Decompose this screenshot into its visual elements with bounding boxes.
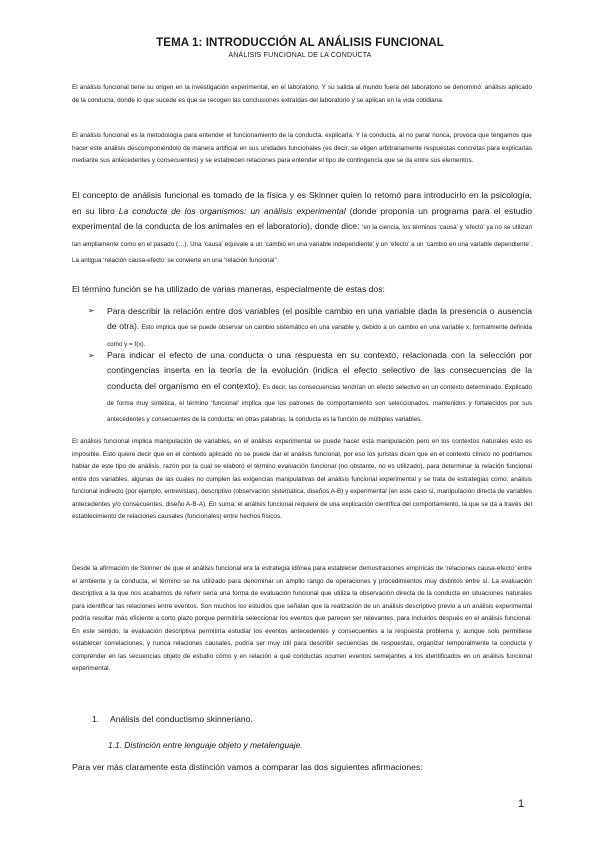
paragraph-skinner	[72, 188, 532, 269]
paragraph-skinner-text-a: El concepto de análisis funcional es tomado de la física y es Skinner quien lo retomó para introducirlo en la psicología, en su libro	[72, 190, 532, 216]
paragraph-descriptive-evaluation: Desde la afirmación de Skinner de que el análisis funcional era la estrategia idónea para establecer demostraciones empíricas de ‘relaciones causa-efecto’ entre el ambiente y la conducta, el término se ha utilizado para denominar un amplio rango de operaciones y procedimientos muy distintos entre sí. La evaluación descriptiva a la que nos acabamos de referir sería una forma de evaluación funcional que utiliza la observación directa de la conducta en situaciones naturales para identificar las relaciones entre eventos. Son muchos los estudios que señalan que la realización de un análisis descriptivo previo a un análisis experimental podría resultar más eficiente a corto plazo porque permitiría seleccionar los eventos que parecen ser relevantes, para incluirlos después en el análisis funcional. En este sentido, la evaluación descriptiva permitiría estudiar los eventos antecedentes y consecuentes a la respuesta problema y, aunque solo permitiese establecer correlaciones, y nunca relaciones causales, podría ser muy útil para describir secuencias de respuestas, organizar temporalmente la conducta y comprender en las secuencias objeto de estudio cómo y en relación a qué conductas ocurren eventos semejantes a los identificados en un análisis funcional experimental.	[72, 565, 532, 672]
bullet-item-2-main: Para indicar el efecto de una conducta o una respuesta en su contexto, relacionada con la selección por contingencias inserta en la teoría de la evolución (indica el efecto selectivo de las consecuencias de la conducta del organismo en el contexto).	[107, 350, 532, 391]
paragraph-manipulation	[72, 436, 532, 524]
bullet-item-2-detail: Es decir, las consecuencias tendrían un efecto selectivo en un contexto determinado. Explicado de forma muy sintética, el término ‘funcional’ implica que los patrones de comportamiento son seleccionados, mantenidos y fortalecidos por sus antecedentes y consecuentes de la conducta; en otras palabras, la conducta es la función de múltiples variables.	[107, 383, 532, 424]
section-heading	[92, 714, 253, 724]
paragraph-function-term: El término función se ha utilizado de varias maneras, especialmente de estas dos:	[72, 284, 385, 294]
bullet-item-1	[107, 304, 532, 352]
paragraph-skinner-text-b: (donde proponía un programa para el estudio experimental de la conducta de los animales en el laboratorio), donde dice:	[72, 205, 532, 231]
paragraph-comparison: Para ver más claramente esta distinción vamos a comparar las dos siguientes afirmaciones:	[72, 762, 423, 772]
subsection-heading: 1.1. Distinción entre lenguaje objeto y metalenguaje.	[108, 740, 303, 750]
bullet-item-2	[107, 348, 532, 427]
book-title: La conducta de los organismos: un análisis experimental	[118, 205, 346, 216]
section-number: 1.	[92, 714, 100, 724]
section-title: Análisis del conductismo skinneriano.	[110, 714, 253, 724]
document-title: TEMA 1: INTRODUCCIÓN AL ANÁLISIS FUNCIONAL	[156, 37, 444, 49]
paragraph-manipulation-text-b: (no obstante, no es utilizado), para determinar la relación funcional entre dos variables, algunas de las cuales no cumplen las exigencias manipulativas del análisis funcional experimental y se trata de estrategias como: análisis funcional indirecto (por ejemplo, entrevistas), descriptivo (observación sistemática, diseños A-B) y experimental (en este caso sí, manipulación directa de variables antecedentes y/o consecuentes, diseño A-B-A). En suma, el análisis funcional requiere de una explicación científica del comportamiento, la que se da a través del establecimiento de relaciones causales (funcionales) entre hechos físicos.	[72, 463, 532, 520]
document-subtitle: ANÁLISIS FUNCIONAL DE LA CONDUCTA	[228, 52, 372, 59]
paragraph-origin: El análisis funcional tiene su origen en la investigación experimental, en el laboratorio. Y su salida al mundo fuera del laboratorio se denominó: análisis aplicado de la conducta, donde lo que sucede es que se recogen las conclusiones extraídas del laboratorio y se aplican en la vida cotidiana.	[72, 84, 532, 104]
functional-evaluation-term: evaluación funcional	[277, 463, 337, 470]
skinner-quote: ‘en la ciencia, los términos ‘causa’ y ‘efecto’ ya no se utilizan tan ampliamente como en el pasado (…). Una ‘causa’ equivale a un ‘cambio en una variable independiente’ y un ‘efecto’ a un ‘cambio en una variable dependiente’. La antigua ‘relación causa-efecto’ se convierte en una ‘relación funcional’’.	[72, 224, 532, 264]
bullet-arrow-icon: ➢	[88, 306, 95, 315]
bullet-item-1-detail: Esto implica que se puede observar un cambio sistemático en una variable y, debido a un cambio en una variable x, formalmente definida como y = f(x).	[107, 324, 532, 348]
page-number: 1	[518, 798, 525, 810]
bullet-item-1-main: Para describir la relación entre dos variables (el posible cambio en una variable dada la presencia o ausencia de otra).	[107, 306, 532, 332]
paragraph-methodology: El análisis funcional es la metodología para entender el funcionamiento de la conducta, explicarla. Y la conducta, al no parar nunca, provoca que tengamos que hacer este análisis descomponiéndolo de manera artificial en sus unidades funcionales (es decir, se eligen arbitrariamente respuestas concretas para explicarlas mediante sus antecedentes y consecuentes) y se establecen relaciones para entender el tipo de contingencia que se da entre sus elementos.	[72, 132, 532, 164]
bullet-arrow-icon: ➢	[88, 351, 95, 360]
paragraph-manipulation-text-a: El análisis funcional implica manipulación de variables, en el análisis experimental se puede hacer esta manipulación pero en los contextos naturales esto es imposible. Esto quiere decir que en el contexto aplicado no se puede dar el análisis funcional, por eso los juristas dicen que en el contexto clínico no podríamos hablar de este tipo de análisis, razón por la cual se elaboró el término	[72, 438, 532, 470]
